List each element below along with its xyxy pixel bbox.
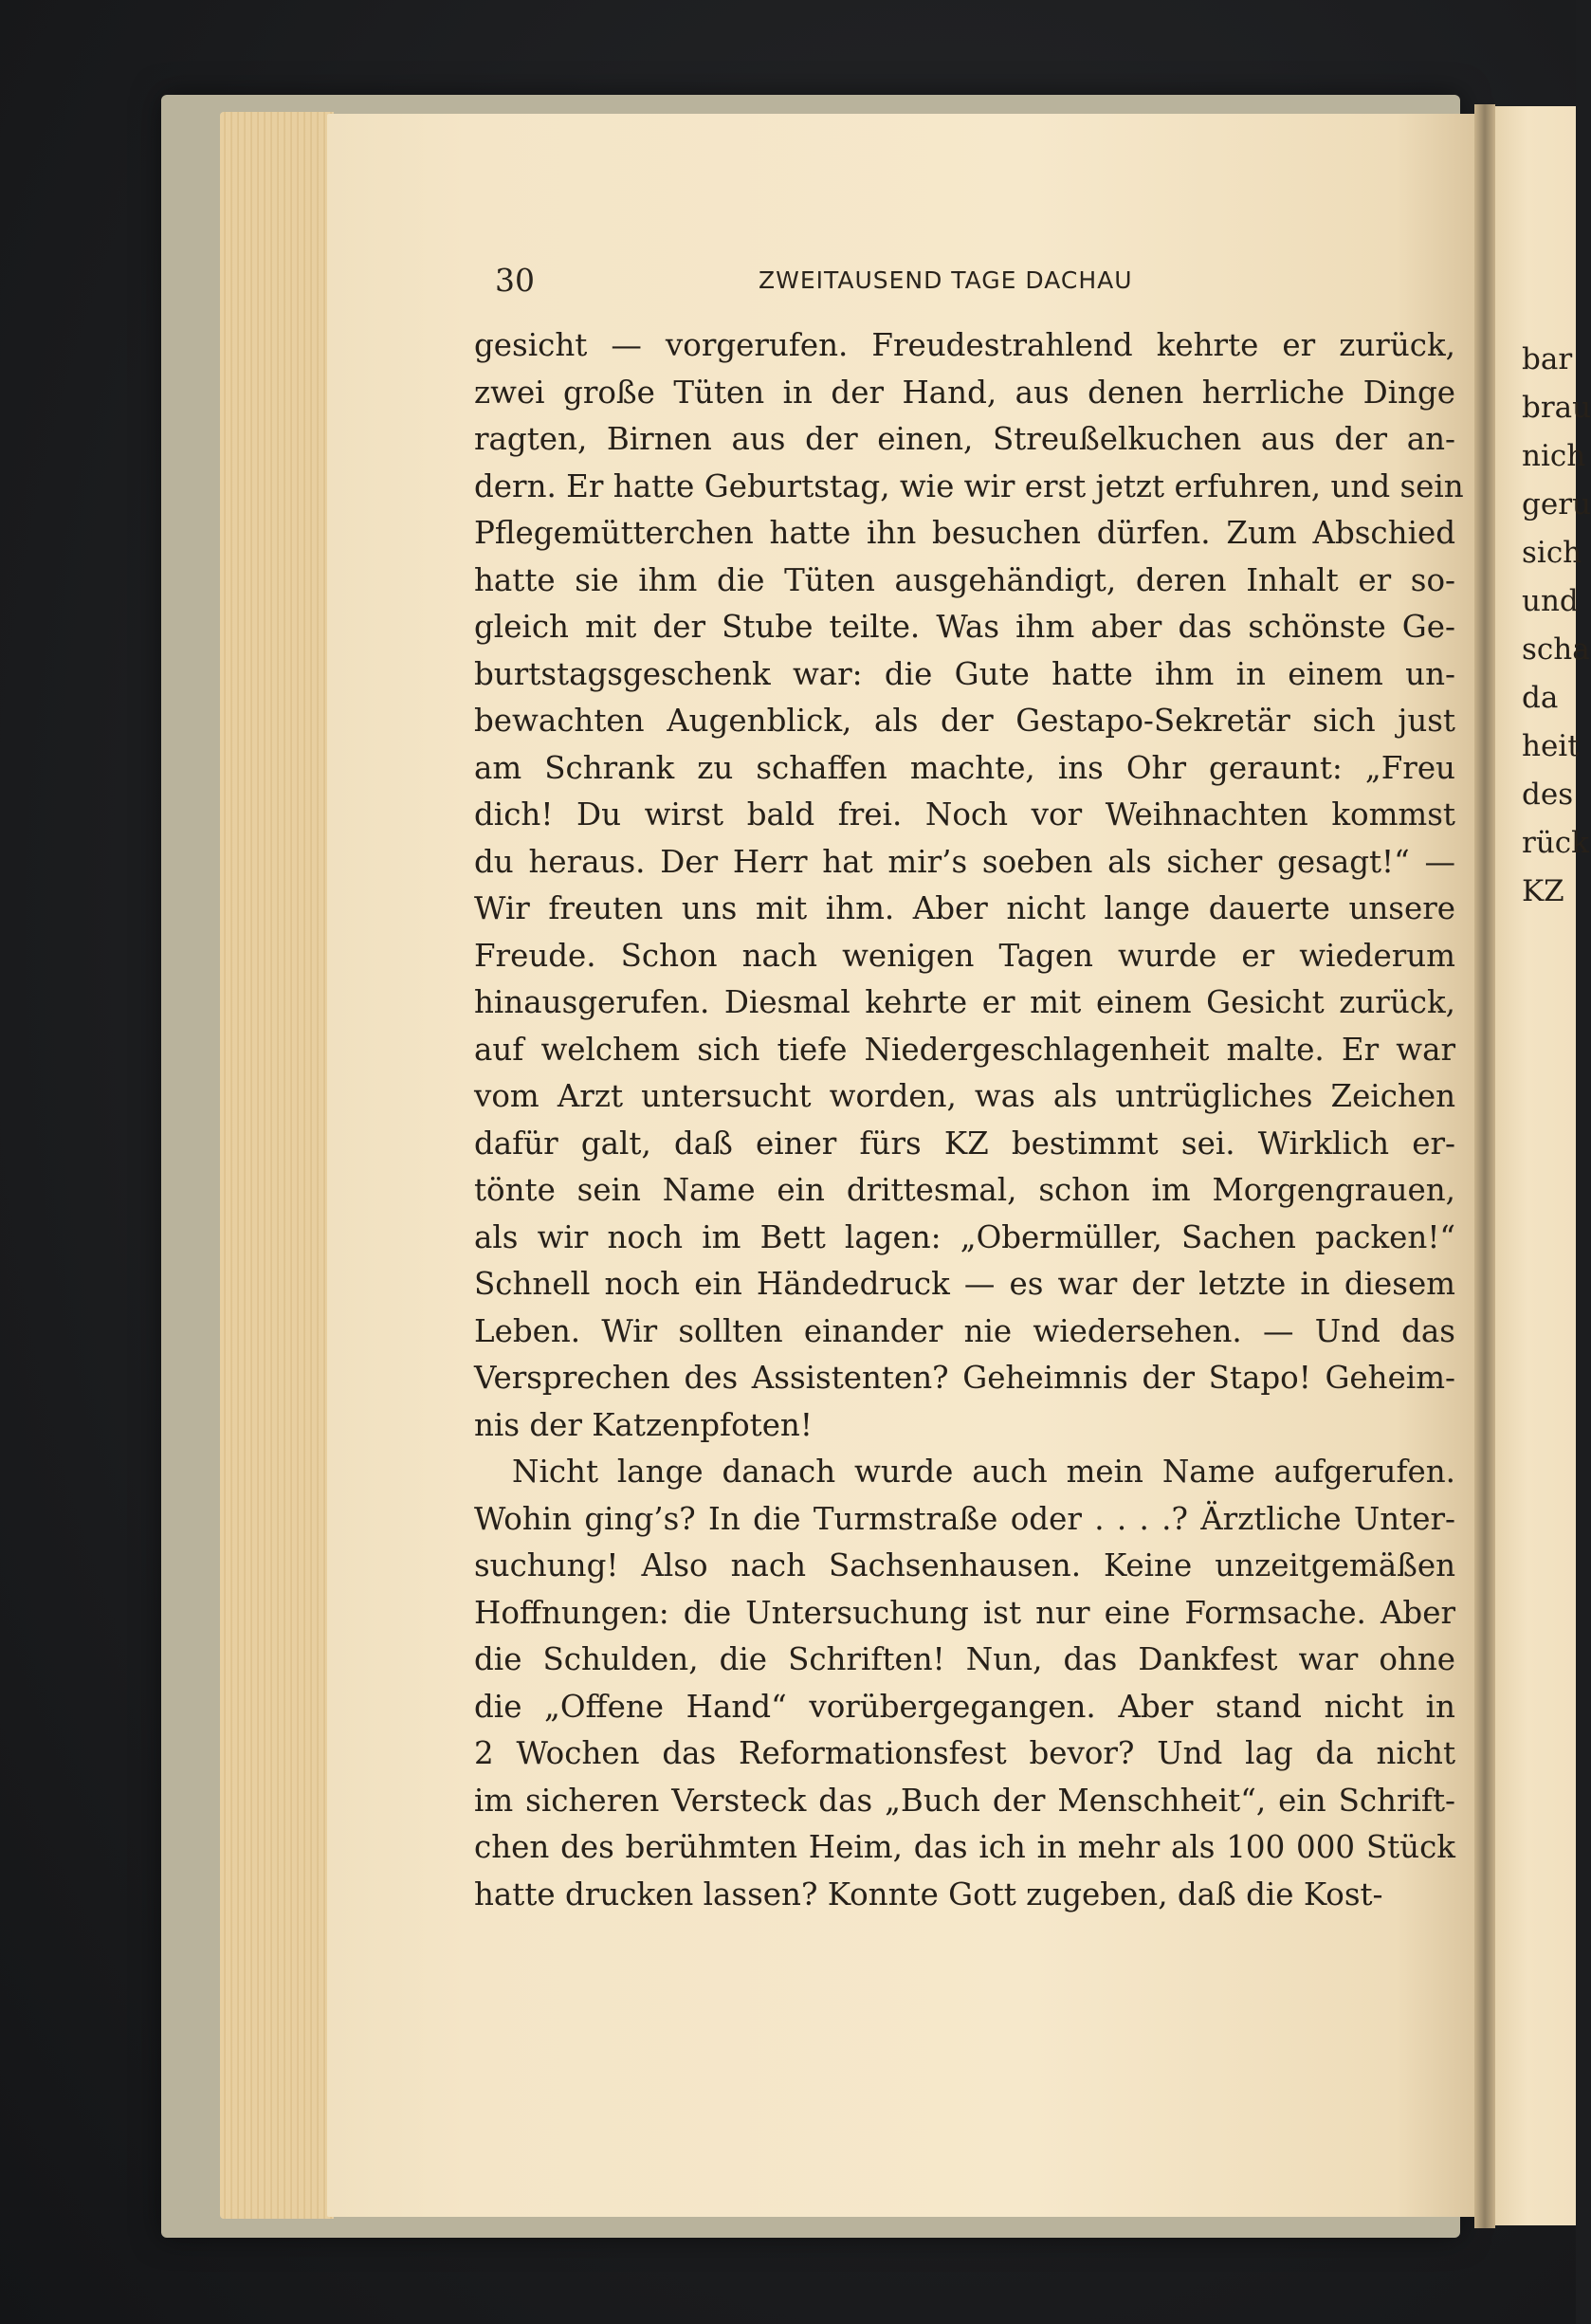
right-page-line: geru <box>1522 487 1591 522</box>
text-line: Wir freuten uns mit ihm. Aber nicht lange dauerte unsere <box>474 890 1455 926</box>
text-line: bewachten Augenblick, als der Gestapo-Sekretär sich just <box>474 703 1455 739</box>
right-page-text <box>1522 336 1591 916</box>
text-line: hatte drucken lassen? Konnte Gott zugeben, daß die Kost- <box>474 1876 1383 1912</box>
running-head: ZWEITAUSEND TAGE DACHAU <box>759 266 1133 294</box>
text-line: im sicheren Versteck das „Buch der Menschheit“, ein Schrift- <box>474 1782 1455 1819</box>
text-line: die „Offene Hand“ vorübergegangen. Aber stand nicht in <box>474 1688 1455 1725</box>
page-edges <box>220 112 334 2219</box>
text-line: dafür galt, daß einer fürs KZ bestimmt sei. Wirklich er- <box>474 1125 1455 1162</box>
text-line: nis der Katzenpfoten! <box>474 1406 813 1443</box>
text-line: Pflegemütterchen hatte ihn besuchen dürfen. Zum Abschied <box>474 515 1455 551</box>
text-line: auf welchem sich tiefe Niedergeschlagenheit malte. Er war <box>474 1031 1455 1068</box>
text-line: die Schulden, die Schriften! Nun, das Dankfest war ohne <box>474 1641 1455 1677</box>
text-line: Schnell noch ein Händedruck — es war der letzte in diesem <box>474 1266 1455 1302</box>
text-line: am Schrank zu schaffen machte, ins Ohr geraunt: „Freu <box>474 749 1455 786</box>
right-page-line: nich <box>1522 439 1586 473</box>
right-page-line: scha <box>1522 632 1590 667</box>
right-page-line: bar <box>1522 342 1573 376</box>
right-page-line: KZ <box>1522 874 1564 908</box>
text-line: Nicht lange danach wurde auch mein Name aufgerufen. <box>512 1454 1455 1490</box>
right-page-line: des <box>1522 778 1574 812</box>
page-header <box>495 262 1451 300</box>
body-text <box>474 322 1464 1918</box>
right-page-line: und <box>1522 584 1579 618</box>
text-line: ragten, Birnen aus der einen, Streußelkuchen aus der an- <box>474 421 1455 457</box>
text-line: chen des berühmten Heim, das ich in mehr als 100 000 Stück <box>474 1829 1455 1865</box>
book-gutter <box>1474 104 1495 2228</box>
right-page-line: da <box>1522 681 1559 715</box>
text-line: gleich mit der Stube teilte. Was ihm aber das schönste Ge- <box>474 609 1455 645</box>
text-line: vom Arzt untersucht worden, was als untrügliches Zeichen <box>474 1078 1455 1114</box>
page-number: 30 <box>495 262 535 299</box>
text-line: suchung! Also nach Sachsenhausen. Keine unzeitgemäßen <box>474 1547 1455 1583</box>
text-line: 2 Wochen das Reformationsfest bevor? Und lag da nicht <box>474 1735 1455 1771</box>
text-line: als wir noch im Bett lagen: „Obermüller, Sachen packen!“ <box>474 1218 1455 1255</box>
right-page-line: rück <box>1522 826 1589 860</box>
text-line: hatte sie ihm die Tüten ausgehändigt, deren Inhalt er so- <box>474 561 1455 598</box>
text-line: du heraus. Der Herr hat mir’s soeben als sicher gesagt!“ — <box>474 843 1455 880</box>
text-line: gesicht — vorgerufen. Freudestrahlend kehrte er zurück, <box>474 327 1455 363</box>
text-line: Hoffnungen: die Untersuchung ist nur eine Formsache. Aber <box>474 1594 1455 1631</box>
text-line: zwei große Tüten in der Hand, aus denen herrliche Dinge <box>474 374 1455 411</box>
right-page-line: sich <box>1522 536 1582 570</box>
right-page-line: brau <box>1522 391 1591 425</box>
text-line: Wohin ging’s? In die Turmstraße oder . . . .? Ärztliche Unter- <box>474 1500 1455 1537</box>
text-line: Leben. Wir sollten einander nie wiedersehen. — Und das <box>474 1312 1455 1349</box>
text-line: tönte sein Name ein drittesmal, schon im Morgengrauen, <box>474 1172 1455 1208</box>
text-line: Freude. Schon nach wenigen Tagen wurde er wiederum <box>474 937 1455 974</box>
text-line: hinausgerufen. Diesmal kehrte er mit einem Gesicht zurück, <box>474 984 1455 1020</box>
text-line: Versprechen des Assistenten? Geheimnis der Stapo! Geheim- <box>474 1360 1455 1396</box>
text-line: dern. Er hatte Geburtstag, wie wir erst jetzt erfuhren, und sein <box>474 467 1464 504</box>
text-line: dich! Du wirst bald frei. Noch vor Weihnachten kommst <box>474 796 1455 833</box>
text-line: burtstagsgeschenk war: die Gute hatte ihm in einem un- <box>474 655 1455 692</box>
right-page-line: heit <box>1522 729 1580 763</box>
